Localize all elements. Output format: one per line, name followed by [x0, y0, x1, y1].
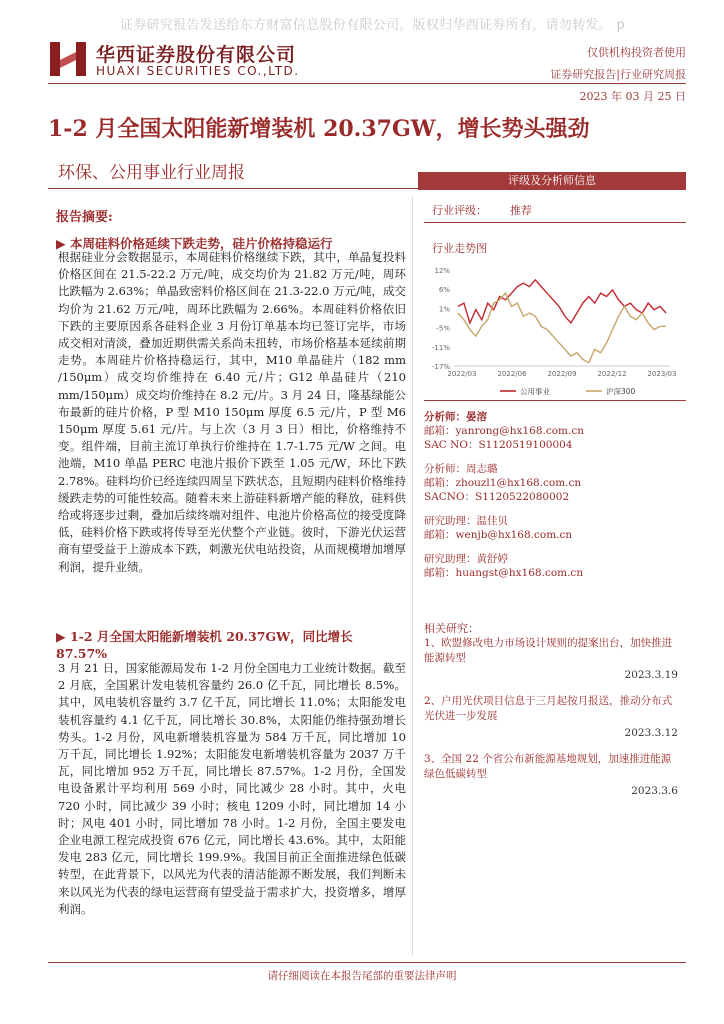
company-name-cn: 华西证券股份有限公司: [96, 44, 297, 66]
rating-divider: [424, 222, 686, 223]
chart-title: 行业走势图: [432, 242, 487, 255]
section-heading-2: ▶ 1-2 月全国太阳能新增装机 20.37GW，同比增长 87.57%: [56, 629, 353, 661]
section-body-1: 根据硅业分会数据显示，本周硅料价格继续下跌，其中，单晶复投料价格区间在 21.5-22.2 万元/吨，成交均价为 21.82 万元/吨，周环比跌幅为 2.63%；单晶致密料价格区间在 21.3-22.0 万元/吨，成交均价为 21.62 万元/吨，周环比跌幅为 2.66%。本周硅料价格依旧下跌的主要原因系各硅料企业 3 月份订单基本均已签订完毕，市场成交相对清淡，叠加近期供需关系尚未扭转，市场价格基本延续前期走势。本周硅片价格持稳运行，其中，M10 单晶硅片（182 mm /150μm）成交均价维持在 6.40 元/片；G12 单晶硅片（210 mm/150μm）成交均价维持在 8.2 元/片。3 月 24 日，隆基绿能公布最新的硅片价格，P 型 M10 150μm 厚度 6.5 元/片，P 型 M6 150μm 厚度 5.61 元/片。与上次（3 月 3 日）相比，价格维持不变。组件端，目前主流订单执行价维持在 1.7-1.75 元/W 之间。电池端，M10 单晶 PERC 电池片报价下跌至 1.05 元/W，环比下跌 2.78%。硅料均价已经连续四周呈下跌状态，且短期内硅料价格维持缓跌走势的可能性较高。随着未来上游硅料新增产能的释放，硅料供给或将逐步过剩，叠加后续终端对组件、电池片价格高位的接受度降低，硅料价格下跌或将传导至光伏整个产业链。彼时，下游光伏运营商有望受益于上游成本下跌，刺激光伏电站投资，从而规模增加增厚利润，提升业绩。: [58, 250, 406, 574]
y-tick-label: 1%: [438, 305, 450, 314]
column-divider: [412, 196, 413, 956]
report-date: 2023 年 03 月 25 日: [579, 90, 686, 103]
x-tick-label: 2022/09: [547, 370, 577, 378]
related-item[interactable]: 3、全国 22 个省公布新能源基地规划，加速推进能源绿色低碳转型: [424, 753, 672, 780]
rating-label: 行业评级：: [432, 204, 487, 217]
y-tick-label: -11%: [431, 343, 450, 352]
industry-trend-chart: [420, 262, 684, 402]
analyst-cert: SACNO：S1120522080002: [424, 491, 570, 503]
analyst-email[interactable]: 邮箱：yanrong@hx168.com.cn: [424, 425, 584, 437]
report-type: 证券研究报告|行业研究周报: [550, 68, 686, 81]
header-divider: [48, 83, 686, 84]
footer-disclaimer: 请仔细阅读在本报告尾部的重要法律声明: [267, 970, 457, 982]
analyst-role: 研究助理：温佳贝: [424, 515, 508, 527]
analyst-cert: SAC NO：S1120519100004: [424, 439, 573, 451]
audience-note: 仅供机构投资者使用: [587, 46, 686, 59]
rating-value: 推荐: [510, 204, 532, 217]
legend-label: 公用事业: [520, 387, 550, 396]
y-tick-label: 12%: [434, 267, 450, 275]
legend-label: 沪深300: [606, 387, 636, 396]
x-tick-label: 2022/06: [497, 370, 527, 378]
section-heading-1: ▶ 本周硅料价格延续下跌走势，硅片价格持稳运行: [56, 236, 333, 251]
summary-label: 报告摘要:: [56, 210, 113, 225]
related-item[interactable]: 2、户用光伏项目信息于三月起按月报送，推动分布式光伏进一步发展: [424, 695, 673, 722]
related-date: 2023.3.19: [624, 669, 678, 681]
y-tick-label: 6%: [438, 286, 450, 295]
y-tick-label: -5%: [436, 324, 450, 333]
x-tick-label: 2023/03: [647, 370, 677, 378]
report-title: 1-2 月全国太阳能新增装机 20.37GW，增长势头强劲: [48, 116, 590, 142]
x-tick-label: 2022/03: [447, 370, 477, 378]
watermark: 证券研究报告发送给东方财富信息股份有限公司。版权归华西证券所有，请勿转发。 p: [120, 18, 626, 33]
analyst-role: 研究助理：黄舒婷: [424, 553, 508, 565]
analyst-role: 分析师：周志璐: [424, 463, 498, 475]
report-subtitle: 环保、公用事业行业周报: [58, 163, 245, 183]
analyst-email[interactable]: 邮箱：zhouzl1@hx168.com.cn: [424, 477, 582, 489]
analyst-role: 分析师：晏溶: [424, 411, 487, 423]
y-tick-label: -17%: [431, 363, 450, 371]
section-body-2: 3 月 21 日，国家能源局发布 1-2 月份全国电力工业统计数据。截至 2 月底，全国累计发电装机容量约 26.0 亿千瓦，同比增长 8.5%。其中，风电装机容量约 3.7 亿千瓦，同比增长 11.0%；太阳能发电装机容量约 4.1 亿千瓦，同比增长 30.8%，太阳能仍维持强劲增长势头。1-2 月份，风电新增装机容量为 584 万千瓦，同比增加 10 万千瓦，同比增长 1.92%；太阳能发电新增装机容量为 2037 万千瓦，同比增加 952 万千瓦，同比增长 87.57%。1-2 月份，全国发电设备累计平均利用 569 小时，同比减少 28 小时。其中，火电 720 小时，同比减少 39 小时；核电 1209 小时，同比增加 14 小时；风电 401 小时，同比增加 78 小时。1-2 月份，全国主要发电企业电源工程完成投资 676 亿元，同比增长 43.6%。其中，太阳能发电 283 亿元，同比增长 199.9%。我国目前正全面推进绿色低碳转型，在此背景下，以风光为代表的清洁能源不断发展，我们判断未来以风光为代表的绿电运营商有望受益于需求扩大，投资增多，增厚利润。: [58, 661, 406, 916]
related-label: 相关研究：: [424, 622, 479, 635]
related-date: 2023.3.6: [631, 785, 678, 797]
series-line-csi300: [458, 293, 666, 363]
related-date: 2023.3.12: [624, 727, 678, 739]
related-item[interactable]: 1、欧盟修改电力市场设计规则的提案出台，加快推进能源转型: [424, 637, 673, 664]
company-name-en: HUAXI SECURITIES CO.,LTD.: [96, 64, 300, 78]
rating-bar: 评级及分析师信息: [418, 172, 686, 190]
analyst-email[interactable]: 邮箱：huangst@hx168.com.cn: [424, 567, 584, 579]
x-tick-label: 2022/12: [597, 370, 627, 378]
chart-divider: [424, 400, 686, 401]
analyst-email[interactable]: 邮箱：wenjb@hx168.com.cn: [424, 529, 573, 541]
company-logo: [48, 38, 88, 78]
footer-divider: [48, 962, 686, 963]
